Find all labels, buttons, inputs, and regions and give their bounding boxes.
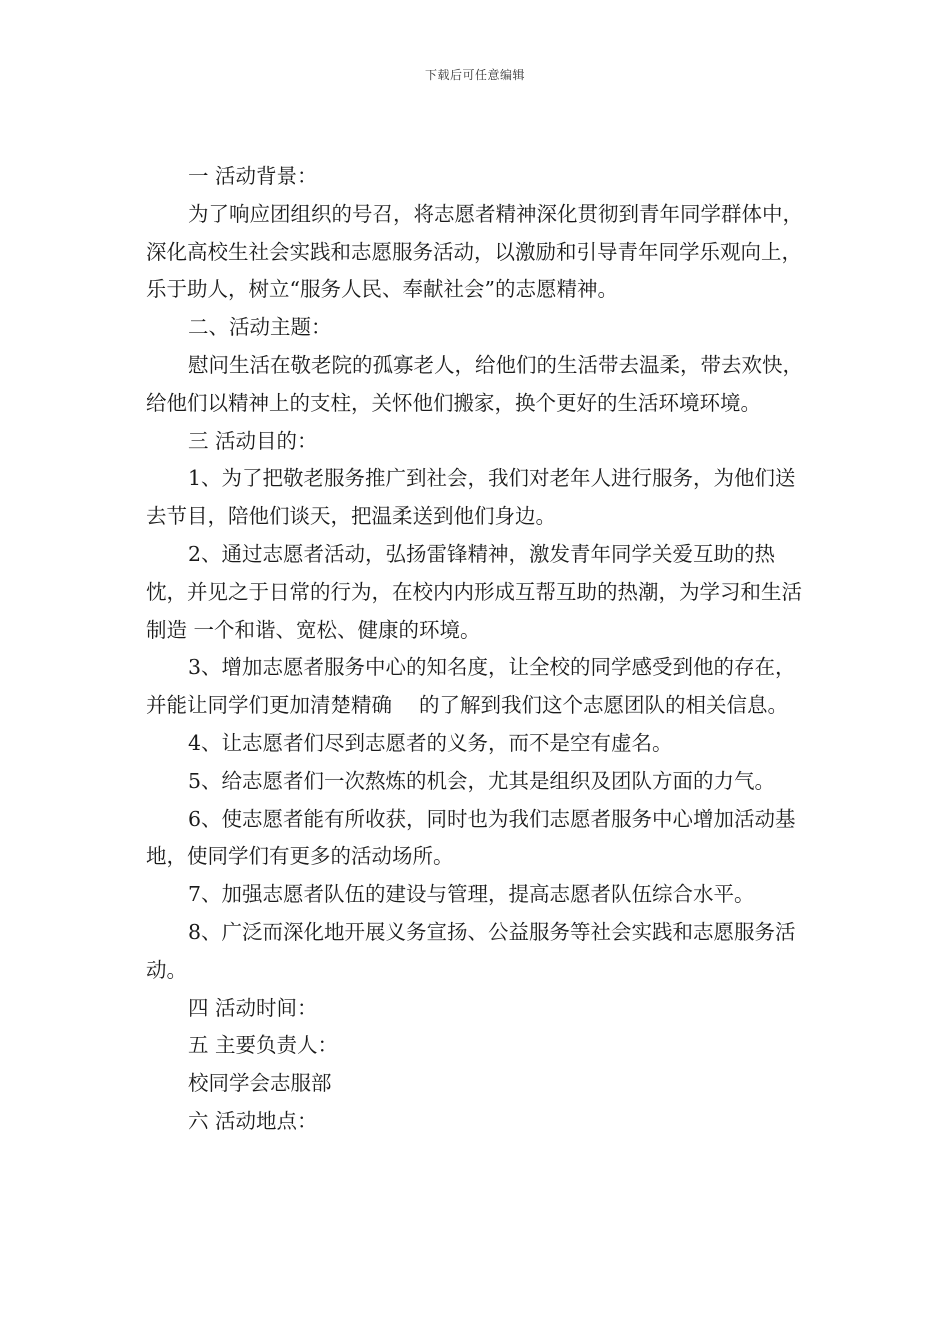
section-heading-time: 四 活动时间： — [188, 995, 318, 1020]
section-heading-responsible: 五 主要负责人： — [188, 1033, 339, 1058]
purpose-item-8: 8、广泛而深化地开展义务宣扬、公益服务等社会实践和志愿服务活动。 — [146, 919, 796, 982]
purpose-item-1: 1、为了把敬老服务推广到社会，我们对老年人进行服务，为他们送去节目，陪他们谈天，把温柔送到他们身边。 — [146, 466, 796, 529]
purpose-item-6: 6、使志愿者能有所收获，同时也为我们志愿者服务中心增加活动基地，使同学们有更多的活动场所。 — [146, 806, 796, 869]
section-heading-theme: 二、活动主题： — [188, 315, 332, 340]
paragraph-theme: 慰问生活在敬老院的孤寡老人，给他们的生活带去温柔，带去欢快，给他们以精神上的支柱，关怀他们搬家，换个更好的生活环境环境。 — [146, 352, 803, 415]
purpose-item-3: 3、增加志愿者服务中心的知名度，让全校的同学感受到他的存在，并能让同学们更加清楚精确 的了解到我们这个志愿团队的相关信息。 — [146, 655, 796, 718]
section-heading-location: 六 活动地点： — [188, 1108, 318, 1133]
paragraph-background: 为了响应团组织的号召，将志愿者精神深化贯彻到青年同学群体中，深化高校生社会实践和志愿服务活动，以激励和引导青年同学乐观向上，乐于助人，树立“服务人民、奉献社会”的志愿精神。 — [146, 201, 803, 302]
section-heading-background: 一 活动背景： — [188, 164, 318, 188]
section-heading-purpose: 三 活动目的： — [188, 428, 318, 453]
purpose-item-5: 5、给志愿者们一次熬炼的机会，尤其是组织及团队方面的力气。 — [188, 768, 776, 793]
purpose-item-2: 2、通过志愿者活动，弘扬雷锋精神，激发青年同学关爱互助的热忱，并见之于日常的行为，在校内内形成互帮互助的热潮，为学习和生活制造 一个和谐、宽松、健康的环境。 — [146, 541, 802, 642]
document-body — [146, 158, 810, 1141]
responsible-party: 校同学会志服部 — [188, 1071, 332, 1096]
header-note: 下载后可任意编辑 — [424, 68, 525, 82]
purpose-item-4: 4、让志愿者们尽到志愿者的义务，而不是空有虚名。 — [188, 730, 673, 755]
purpose-item-7: 7、加强志愿者队伍的建设与管理，提高志愿者队伍综合水平。 — [188, 882, 755, 907]
